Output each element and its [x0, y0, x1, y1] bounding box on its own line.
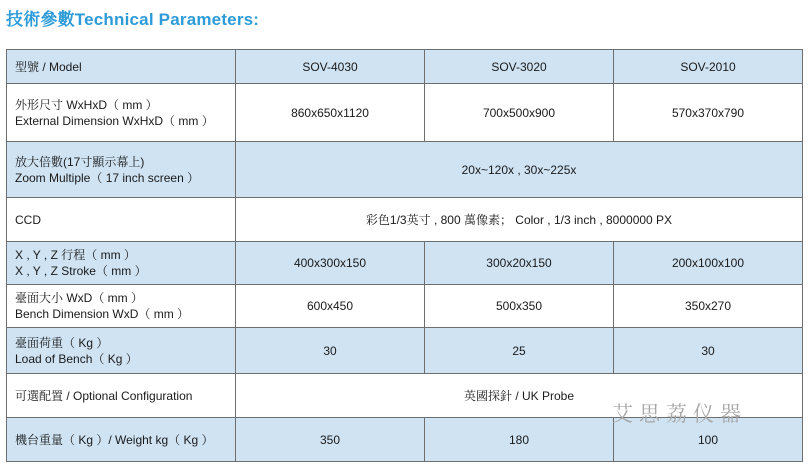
row-label: 可選配置 / Optional Configuration: [7, 374, 236, 418]
value-sov-2010: 30: [614, 328, 803, 374]
row-label: [7, 84, 236, 142]
label-chinese: 放大倍數(17寸顯示幕上): [15, 154, 145, 169]
value-sov-4030: 350: [236, 418, 425, 462]
model-sov-4030: SOV-4030: [236, 50, 425, 84]
label-chinese: 外形尺寸 WxHxD（ mm ）: [15, 97, 158, 112]
value-sov-2010: 100: [614, 418, 803, 462]
label-chinese: X , Y , Z 行程（ mm ）: [15, 248, 136, 262]
value-sov-3020: 500x350: [425, 285, 614, 328]
header-row: [7, 50, 803, 84]
label-english: X , Y , Z Stroke（ mm ）: [15, 264, 147, 278]
row-label: [7, 285, 236, 328]
value-sov-4030: 400x300x150: [236, 242, 425, 285]
value-sov-3020: 700x500x900: [425, 84, 614, 142]
table-row-load-of-bench: [7, 328, 803, 374]
label-chinese: 臺面荷重（ Kg ）: [15, 335, 109, 350]
table-row-external-dimension: [7, 84, 803, 142]
value-sov-4030: 30: [236, 328, 425, 374]
value-sov-3020: 300x20x150: [425, 242, 614, 285]
table-row-xyz-stroke: [7, 242, 803, 285]
value-sov-3020: 25: [425, 328, 614, 374]
label-english: Load of Bench（ Kg ）: [15, 351, 138, 366]
table-row-zoom-multiple: [7, 142, 803, 198]
model-sov-2010: SOV-2010: [614, 50, 803, 84]
value-sov-2010: 570x370x790: [614, 84, 803, 142]
row-label: CCD: [7, 198, 236, 242]
table-row-bench-dimension: [7, 285, 803, 328]
value-sov-3020: 180: [425, 418, 614, 462]
row-label: [7, 328, 236, 374]
label-english: External Dimension WxHxD（ mm ）: [15, 113, 214, 128]
label-english: Zoom Multiple（ 17 inch screen ）: [15, 170, 200, 185]
row-label: [7, 242, 236, 285]
row-label: 機台重量（ Kg ）/ Weight kg（ Kg ）: [7, 418, 236, 462]
value-merged: 20x~120x , 30x~225x: [236, 142, 803, 198]
value-sov-2010: 200x100x100: [614, 242, 803, 285]
label-english: Bench Dimension WxD（ mm ）: [15, 307, 190, 321]
model-sov-3020: SOV-3020: [425, 50, 614, 84]
row-label: [7, 142, 236, 198]
table-row-ccd: [7, 198, 803, 242]
value-merged: 英國探針 / UK Probe: [236, 374, 803, 418]
value-sov-4030: 600x450: [236, 285, 425, 328]
label-chinese: 臺面大小 WxD（ mm ）: [15, 291, 143, 305]
model-header-label: 型號 / Model: [7, 50, 236, 84]
value-sov-4030: 860x650x1120: [236, 84, 425, 142]
page-title: 技術參數Technical Parameters:: [6, 10, 260, 29]
value-sov-2010: 350x270: [614, 285, 803, 328]
value-merged: 彩色1/3英寸 , 800 萬像素； Color , 1/3 inch , 8000000 PX: [236, 198, 803, 242]
watermark-logo: 艾思荔仪器: [612, 402, 747, 426]
